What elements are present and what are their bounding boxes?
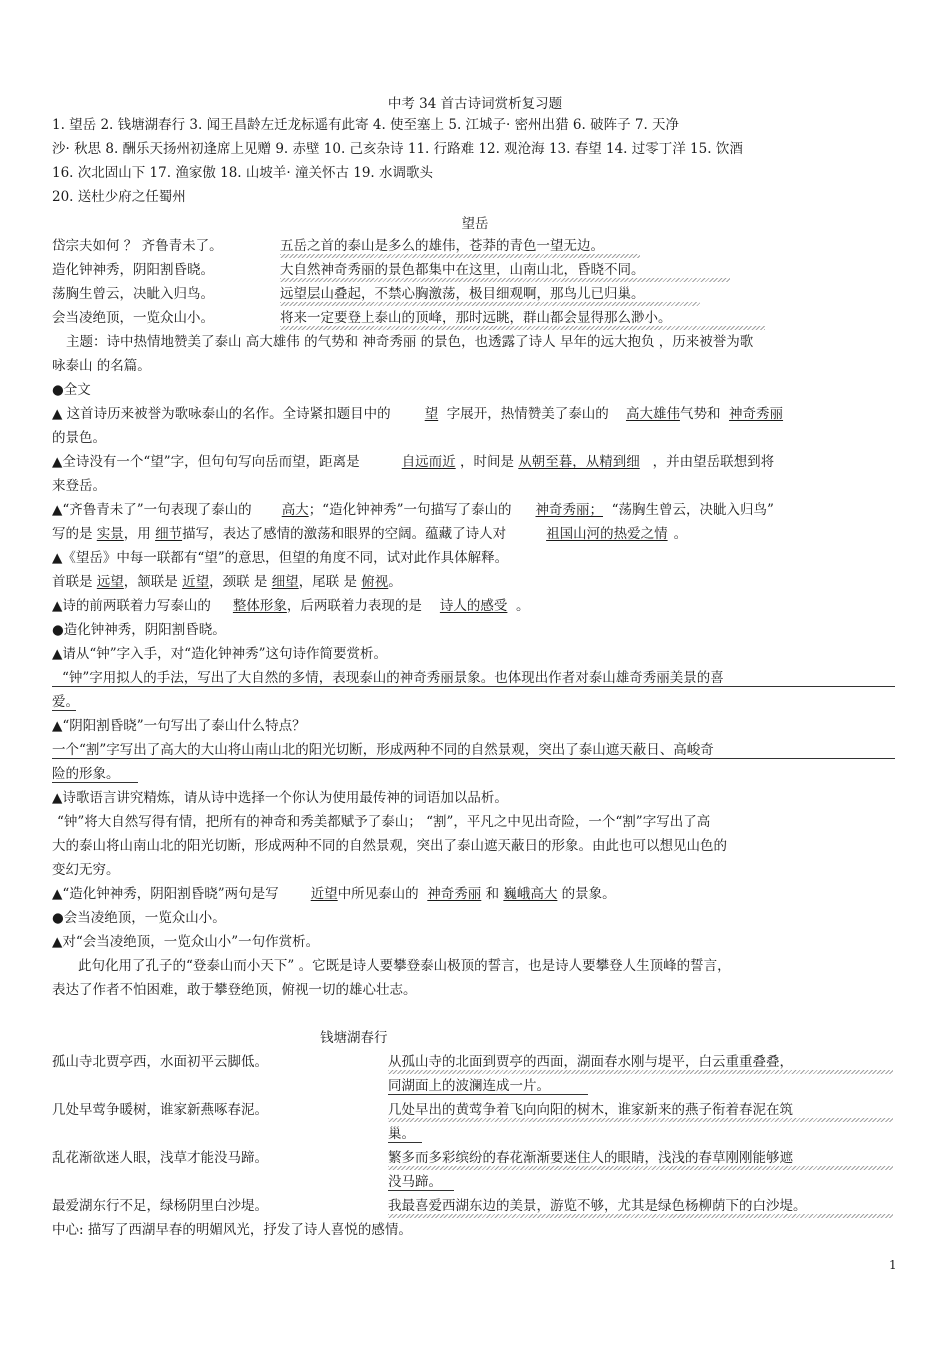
question-line [52, 525, 687, 543]
answer-blank: 神奇秀丽 [729, 406, 784, 422]
text: 和 [485, 886, 500, 902]
theme-text: 咏泰山 的名篇。 [52, 358, 151, 374]
gloss-underline [388, 1070, 893, 1074]
answer-blank: 近望 [182, 574, 210, 590]
toc-line: 16. 次北固山下 17. 渔家傲 18. 山坡羊· 潼关怀古 19. 水调歌头 [52, 165, 433, 181]
poem-verse: 最爱湖东行不足，绿杨阴里白沙堤。 [52, 1198, 268, 1214]
gloss-underline [388, 1214, 893, 1218]
answer-line: 此句化用了孔子的“登泰山而小天下” 。它既是诗人要攀登泰山极顶的誓言，也是诗人要攀登人生顶峰的誓言， [78, 958, 731, 974]
text: 。 [515, 598, 530, 614]
poem-gloss: 没马蹄。 [388, 1174, 442, 1190]
answer-line: 爱。 [52, 694, 79, 710]
text: 中所见泰山的 [337, 886, 419, 902]
question-line: 的景色。 [52, 430, 106, 446]
text: 首联是 [52, 574, 93, 590]
text: 。 [388, 574, 402, 590]
text: ，并由望岳联想到将 [652, 454, 775, 470]
text: 描写，表达了感情的激荡和眼界的空阔。蕴藏了诗人对 [182, 526, 507, 542]
subsection-label: ●会当凌绝顶，一览众山小。 [52, 910, 226, 926]
gloss-underline [280, 302, 700, 306]
answer-blank: 望 [424, 406, 439, 422]
text: ，颔联是 [123, 574, 178, 590]
question-line [52, 453, 774, 471]
text: 的景象。 [561, 886, 616, 902]
text: ▲“齐鲁青未了”一句表现了泰山的 [52, 502, 252, 518]
toc-line: 沙· 秋思 8. 酬乐天扬州初逢席上见赠 9. 赤壁 10. 己亥杂诗 11. 行路难 12. 观沧海 13. 春望 14. 过零丁洋 15. 饮酒 [52, 141, 743, 157]
answer-blank: 诗人的感受 [439, 598, 508, 614]
answer-blank: 巍峨高大 [503, 886, 558, 902]
answer-blank: 祖国山河的热爱之情 [546, 526, 668, 542]
question-line: ▲对“会当凌绝顶，一览众山小”一句作赏析。 [52, 934, 320, 950]
section-label: ●全文 [52, 382, 91, 398]
gloss-underline [280, 326, 765, 330]
poem-gloss: 繁多而多彩缤纷的春花渐渐要迷住人的眼睛，浅浅的春草刚刚能够遮 [388, 1150, 793, 1166]
answer-blank: 神奇秀丽 [427, 886, 482, 902]
question-line [52, 405, 783, 423]
text: 字展开，热情赞美了泰山的 [446, 406, 609, 422]
question-line [52, 885, 616, 903]
gloss-underline [388, 1190, 454, 1191]
answer-line: 大的泰山将山南山北的阳光切断，形成两种不同的自然景观，突出了泰山遮天蔽日的形象。由此也可以想见山色的 [52, 838, 727, 854]
poem-verse: 荡胸生曾云，决眦入归鸟。 [52, 286, 214, 302]
answer-blank: 高大 [281, 502, 309, 518]
question-line: ▲请从“钟”字入手，对“造化钟神秀”这句诗作简要赏析。 [52, 646, 387, 662]
answer-blank: 俯视 [361, 574, 389, 590]
answer-line: 一个“割”字写出了高大的大山将山南山北的阳光切断，形成两种不同的自然景观，突出了泰山遮天蔽日、高峻奇 [52, 742, 714, 758]
text: ，用 [123, 526, 151, 542]
answer-underline [52, 758, 895, 759]
doc-title: 中考 34 首古诗词赏析复习题 [387, 96, 563, 112]
poem-gloss: 大自然神奇秀丽的景色都集中在这里，山南山北，昏晓不同。 [280, 262, 645, 278]
question-line: 来登岳。 [52, 478, 106, 494]
toc-line: 20. 送杜少府之任蜀州 [52, 189, 186, 205]
page-number: 1 [889, 1258, 897, 1272]
text: ▲“造化钟神秀，阴阳割昏晓”两句是写 [52, 886, 279, 902]
poem-gloss: 五岳之首的泰山是多么的雄伟，苍莽的青色一望无边。 [280, 238, 604, 254]
poem-verse: 乱花渐欲迷人眼，浅草才能没马蹄。 [52, 1150, 268, 1166]
gloss-underline [388, 1166, 893, 1170]
text: ，时间是 [459, 454, 514, 470]
text: 写的是 [52, 526, 93, 542]
answer-underline [52, 782, 138, 783]
text: ，颈联 是 [209, 574, 268, 590]
answer-line: 险的形象。 [52, 766, 120, 782]
section-heading-qiantang: 钱塘湖春行 [320, 1030, 388, 1046]
question-line [52, 501, 774, 519]
answer-blank: 高大雄伟 [625, 406, 680, 422]
gloss-underline [280, 254, 640, 258]
question-line: ▲“阴阳割昏晓”一句写出了泰山什么特点？ [52, 718, 306, 734]
text: ；“造化钟神秀”一句描写了泰山的 [308, 502, 512, 518]
answer-blank: 远望 [96, 574, 124, 590]
answer-blank: 细节 [155, 526, 183, 542]
text: ▲ 这首诗历来被誉为歌咏泰山的名作。全诗紧扣题目中的 [52, 406, 391, 422]
text: ，后两联着力表现的是 [286, 598, 422, 614]
poem-verse: 孤山寺北贾亭西，水面初平云脚低。 [52, 1054, 268, 1070]
gloss-underline [280, 278, 730, 282]
gloss-underline [388, 1094, 588, 1095]
text: ▲全诗没有一个“望”字，但句句写向岳而望，距离是 [52, 454, 360, 470]
answer-line: “钟”将大自然写得有情，把所有的神奇和秀美都赋予了泰山； “割”，平凡之中见出奇险，一个“割”字写出了高 [57, 814, 711, 830]
poem-gloss: 巢。 [388, 1126, 415, 1142]
poem-gloss: 将来一定要登上泰山的顶峰，那时远眺，群山都会显得那么渺小。 [280, 310, 672, 326]
text: ▲诗的前两联着力写泰山的 [52, 598, 211, 614]
poem-verse: 几处早莺争暖树，谁家新燕啄春泥。 [52, 1102, 268, 1118]
answer-underline [52, 710, 76, 711]
center-idea: 中心: 描写了西湖早春的明媚风光，抒发了诗人喜悦的感情。 [52, 1222, 412, 1238]
text: 。 [673, 526, 688, 542]
poem-gloss: 从孤山寺的北面到贾亭的西面，湖面春水刚与堤平，白云重重叠叠， [388, 1054, 793, 1070]
answer-blank: 自远而近 [401, 454, 456, 470]
question-line [52, 597, 529, 615]
poem-verse: 会当凌绝顶，一览众山小。 [52, 310, 214, 326]
gloss-underline [388, 1142, 422, 1143]
question-line: ▲《望岳》中每一联都有“望”的意思，但望的角度不同，试对此作具体解释。 [52, 550, 509, 566]
answer-blank: 从朝至暮，从精到细 [518, 454, 640, 470]
answer-line [52, 573, 402, 591]
answer-line: 表达了作者不怕困难，敢于攀登绝顶，俯视一切的雄心壮志。 [52, 982, 417, 998]
answer-blank: 整体形象 [232, 598, 287, 614]
theme-text: 主题：诗中热情地赞美了泰山 高大雄伟 的气势和 神奇秀丽 的景色，也透露了诗人 早年的远大抱负 ，历来被誉为歌 [66, 334, 754, 350]
answer-blank: 神奇秀丽； [535, 502, 603, 518]
answer-blank: 实景 [96, 526, 124, 542]
answer-blank: 近望 [310, 886, 338, 902]
answer-underline [52, 686, 895, 687]
text: “荡胸生曾云，决眦入归鸟” [611, 502, 774, 518]
answer-blank: 细望 [271, 574, 299, 590]
gloss-underline [388, 1118, 893, 1122]
poem-verse: 岱宗夫如何 ？ 齐鲁青未了。 [52, 238, 223, 254]
poem-verse: 造化钟神秀，阴阳割昏晓。 [52, 262, 214, 278]
poem-gloss: 我最喜爱西湖东边的美景，游览不够，尤其是绿色杨柳荫下的白沙堤。 [388, 1198, 807, 1214]
text: ，尾联 是 [298, 574, 357, 590]
poem-gloss: 几处早出的黄莺争着飞向向阳的树木，谁家新来的燕子衔着春泥在筑 [388, 1102, 793, 1118]
toc-line: 1. 望岳 2. 钱塘湖春行 3. 闻王昌龄左迁龙标遥有此寄 4. 使至塞上 5. 江城子· 密州出猎 6. 破阵子 7. 天净 [52, 117, 680, 133]
question-line: ▲诗歌语言讲究精炼，请从诗中选择一个你认为使用最传神的词语加以品析。 [52, 790, 508, 806]
section-heading-wangyue: 望岳 [461, 216, 489, 232]
poem-gloss: 远望层山叠起，不禁心胸激荡，极目细观啊，那鸟儿已归巢。 [280, 286, 645, 302]
answer-line: 变幻无穷。 [52, 862, 120, 878]
answer-line: “钟”字用拟人的手法，写出了大自然的多情，表现泰山的神奇秀丽景象。也体现出作者对泰山雄奇秀丽美景的喜 [62, 670, 724, 686]
subsection-label: ●造化钟神秀，阴阳割昏晓。 [52, 622, 226, 638]
text: 气势和 [679, 406, 721, 422]
poem-gloss: 同湖面上的波澜连成一片。 [388, 1078, 550, 1094]
